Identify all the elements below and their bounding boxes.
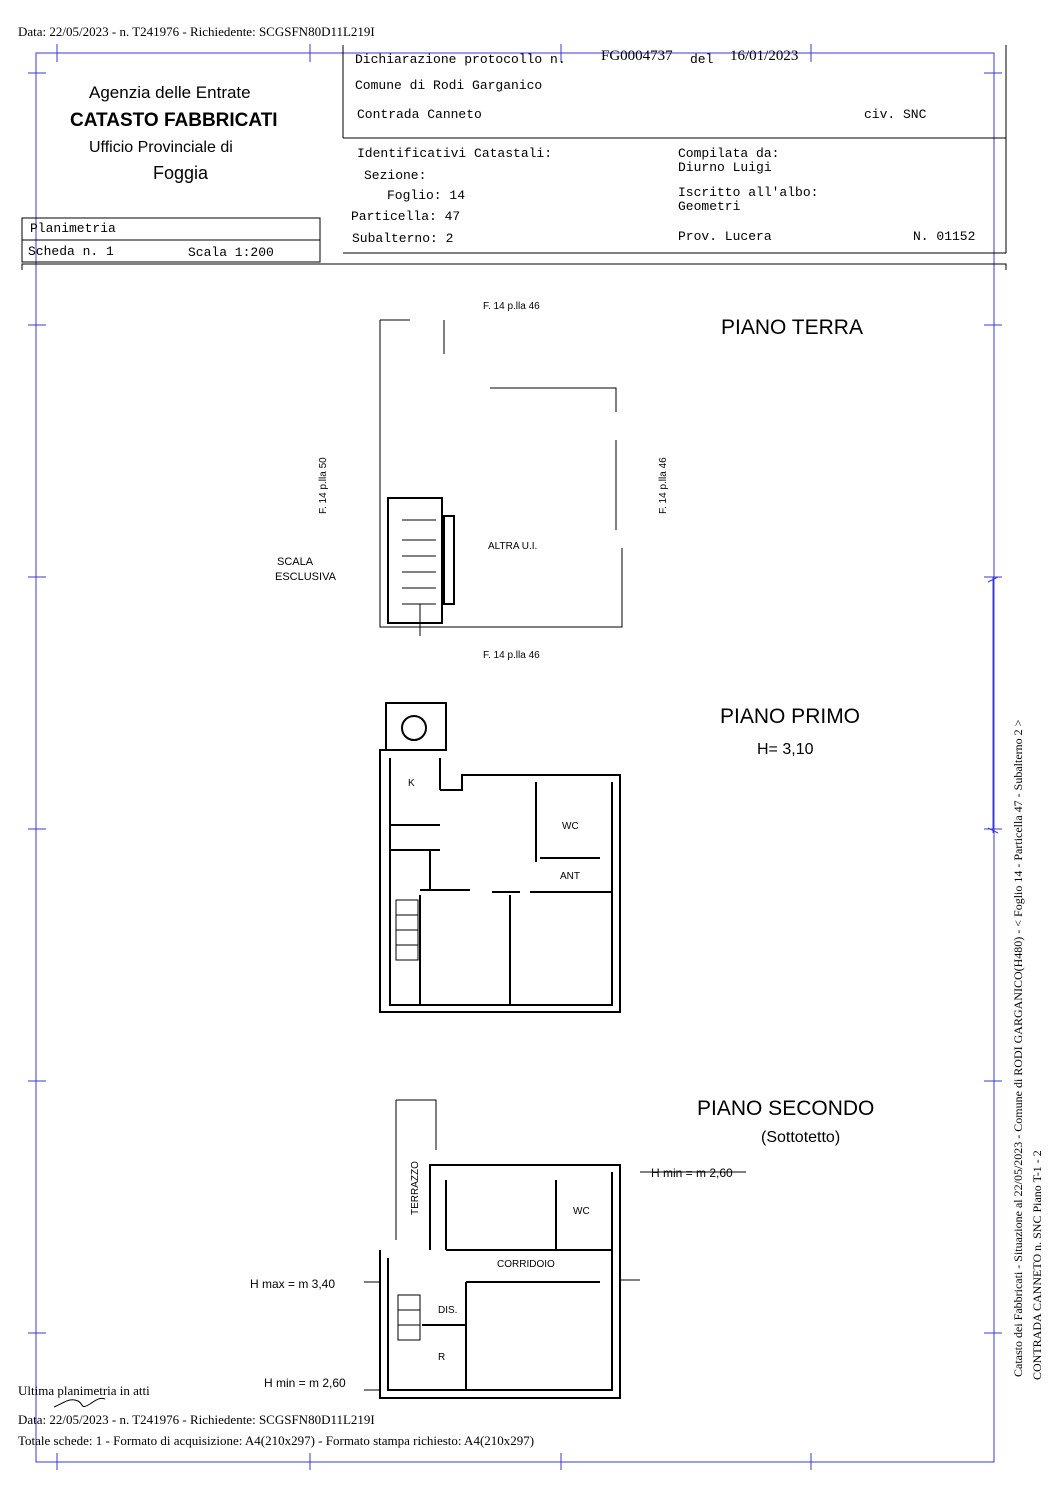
room-corridoio: CORRIDOIO (497, 1259, 555, 1270)
terra-label-top: F. 14 p.lla 46 (483, 301, 540, 312)
declaration-number: FG0004737 (601, 48, 673, 64)
terra-label-right: F. 14 p.lla 46 (658, 457, 669, 514)
terrazzo-label: TERRAZZO (410, 1161, 421, 1215)
room-wc: WC (562, 821, 579, 832)
planimetria-label: Planimetria (30, 221, 116, 236)
scala-esclusiva-line1: SCALA (277, 556, 314, 568)
foglio: Foglio: 14 (387, 188, 466, 203)
side-text-line2: CONTRADA CANNETO n. SNC Piano T-1 - 2 (1030, 1150, 1044, 1380)
room-r: R (438, 1352, 446, 1363)
declaration-del: del (690, 52, 714, 67)
terra-label-bottom: F. 14 p.lla 46 (483, 650, 540, 661)
scheda-label: Scheda n. 1 (28, 244, 114, 259)
particella: Particella: 47 (351, 209, 461, 224)
piano-secondo-title: PIANO SECONDO (697, 1097, 875, 1120)
hmin-top: H min = m 2,60 (651, 1166, 733, 1180)
declaration-label: Dichiarazione protocollo n. (355, 52, 566, 67)
civic-number: civ. SNC (864, 107, 927, 122)
comune: Comune di Rodi Garganico (355, 78, 543, 93)
albo-number: N. 01152 (913, 229, 976, 244)
declaration-date: 16/01/2023 (730, 48, 799, 64)
iscritto-label: Iscritto all'albo: (678, 185, 819, 200)
ultima-planimetria: Ultima planimetria in atti (18, 1383, 150, 1398)
footer-totale-line: Totale schede: 1 - Formato di acquisizione: A4(210x297) - Formato stampa richiesto: A4(210x297) (18, 1433, 535, 1448)
iscritto-value: Geometri (678, 199, 741, 214)
room-ant: ANT (560, 871, 580, 882)
hmax: H max = m 3,40 (250, 1277, 336, 1291)
plan-piano-primo (380, 703, 620, 1012)
agency-city: Foggia (153, 163, 209, 183)
room-wc-second: WC (573, 1206, 590, 1217)
agency-department: CATASTO FABBRICATI (70, 110, 278, 131)
hmin-bottom: H min = m 2,60 (264, 1376, 346, 1390)
plan-piano-secondo (364, 1100, 746, 1398)
signature (50, 1385, 110, 1415)
footer-data-line: Data: 22/05/2023 - n. T241976 - Richiedente: SCGSFN80D11L219I (18, 1412, 375, 1427)
piano-primo-height: H= 3,10 (757, 741, 814, 758)
address: Contrada Canneto (357, 107, 482, 122)
piano-primo-title: PIANO PRIMO (720, 705, 861, 728)
compilata-label: Compilata da: (678, 146, 780, 161)
top-data-line: Data: 22/05/2023 - n. T241976 - Richiedente: SCGSFN80D11L219I (18, 24, 375, 39)
identificativi-label: Identificativi Catastali: (357, 146, 553, 161)
altra-ui-label: ALTRA U.I. (488, 541, 538, 552)
piano-secondo-subtitle: (Sottotetto) (761, 1129, 841, 1146)
plan-piano-terra (380, 320, 622, 636)
scala-label: Scala 1:200 (188, 245, 274, 260)
agency-name: Agenzia delle Entrate (89, 83, 251, 102)
room-dis: DIS. (438, 1305, 458, 1316)
side-text-line1: Catasto dei Fabbricati - Situazione al 22/05/2023 - Comune di RODI GARGANICO(H480) - < Foglio 14 - Particella 47 - Subalterno 2 > (1011, 719, 1025, 1377)
provincia: Prov. Lucera (678, 229, 772, 244)
scala-esclusiva-line2: ESCLUSIVA (275, 571, 336, 583)
terra-label-left: F. 14 p.lla 50 (318, 457, 329, 514)
agency-office: Ufficio Provinciale di (89, 139, 233, 156)
subalterno: Subalterno: 2 (352, 231, 454, 246)
piano-terra-title: PIANO TERRA (721, 316, 863, 339)
room-k: K (408, 778, 415, 789)
sezione: Sezione: (364, 168, 427, 183)
compilata-name: Diurno Luigi (678, 160, 772, 175)
